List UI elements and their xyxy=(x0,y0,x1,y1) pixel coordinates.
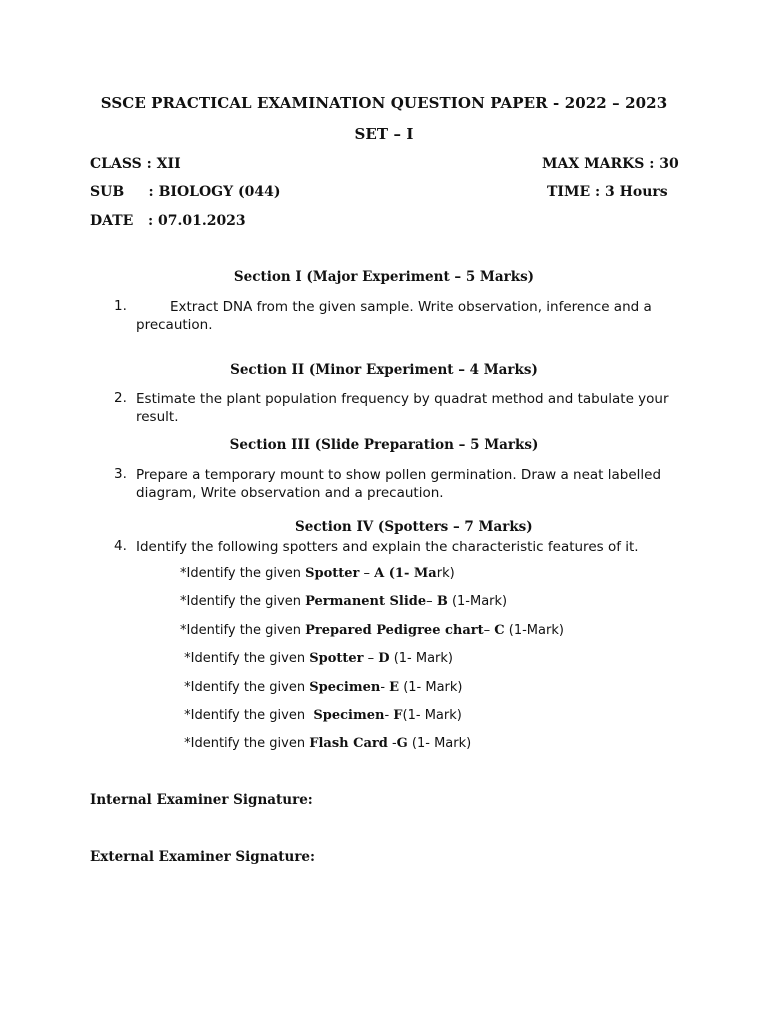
spotter-prefix: *Identify the given xyxy=(180,566,306,581)
spotter-marks-bold: (1- Ma xyxy=(384,566,437,581)
spotter-item xyxy=(180,680,463,695)
section-heading: Section II (Minor Experiment – 4 Marks) xyxy=(230,362,538,378)
internal-examiner-signature-label: Internal Examiner Signature: xyxy=(90,792,313,808)
spotter-marks: (1- Mark) xyxy=(402,708,462,723)
spotter-prefix: *Identify the given xyxy=(180,680,310,695)
spotter-separator: – xyxy=(483,623,495,638)
spotter-name: Specimen xyxy=(313,708,385,723)
spotter-separator: – xyxy=(363,651,379,666)
spotter-item xyxy=(180,708,462,723)
subject-label: SUB : BIOLOGY (044) xyxy=(90,184,281,200)
spotter-prefix: *Identify the given xyxy=(180,736,310,751)
spotter-marks: (1-Mark) xyxy=(504,623,564,638)
spotter-item xyxy=(180,651,453,666)
spotter-separator: - xyxy=(384,708,394,723)
spotter-name: Spotter xyxy=(309,651,364,666)
max-marks-label: MAX MARKS : 30 xyxy=(542,156,679,172)
spotter-separator: - xyxy=(380,680,390,695)
spotter-marks: rk) xyxy=(436,566,455,581)
spotter-name: Prepared Pedigree chart xyxy=(305,623,484,638)
spotter-item xyxy=(180,566,455,581)
date-label: DATE : 07.01.2023 xyxy=(90,213,246,229)
spotter-letter: D xyxy=(378,651,390,666)
spotter-name: Permanent Slide xyxy=(305,594,427,609)
time-label: TIME : 3 Hours xyxy=(547,184,668,200)
question-text: Estimate the plant population frequency by quadrat method and tabulate your result. xyxy=(136,391,669,425)
question-number: 4. xyxy=(114,538,127,554)
spotter-name: Spotter xyxy=(305,566,360,581)
spotter-marks: (1- Mark) xyxy=(407,736,472,751)
external-examiner-signature-label: External Examiner Signature: xyxy=(90,849,315,865)
spotter-letter: F xyxy=(393,708,403,723)
spotter-letter: A xyxy=(374,566,385,581)
set-label: SET – I xyxy=(354,125,414,143)
spotter-marks: (1-Mark) xyxy=(447,594,508,609)
spotter-name: Specimen xyxy=(309,680,381,695)
spotter-prefix: *Identify the given xyxy=(180,708,314,723)
section-heading: Section I (Major Experiment – 5 Marks) xyxy=(233,269,535,285)
spotter-marks: (1- Mark) xyxy=(389,651,453,666)
spotter-item xyxy=(180,736,471,751)
spotter-letter: B xyxy=(436,594,448,609)
spotter-item xyxy=(180,623,564,638)
paper-title: SSCE PRACTICAL EXAMINATION QUESTION PAPER - 2022 – 2023 xyxy=(100,94,668,112)
section-heading: Section III (Slide Preparation – 5 Marks) xyxy=(229,437,539,453)
class-label: CLASS : XII xyxy=(90,156,181,172)
spotter-item xyxy=(180,594,507,609)
spotter-separator: – xyxy=(426,594,437,609)
spotter-prefix: *Identify the given xyxy=(180,623,306,638)
spotter-separator: – xyxy=(359,566,375,581)
question-number: 3. xyxy=(114,466,127,482)
question-number: 2. xyxy=(114,390,127,406)
spotter-letter: G xyxy=(396,736,408,751)
question-text: Identify the following spotters and explain the characteristic features of it. xyxy=(136,539,639,555)
question-text: Prepare a temporary mount to show pollen germination. Draw a neat labelled diagram, Write observation and a precaution. xyxy=(136,467,662,501)
question-text: Extract DNA from the given sample. Write observation, inference and a precaution. xyxy=(136,299,652,333)
spotter-prefix: *Identify the given xyxy=(180,651,310,666)
section-heading: Section IV (Spotters – 7 Marks) xyxy=(295,519,533,535)
spotter-marks: (1- Mark) xyxy=(399,680,463,695)
question-number: 1. xyxy=(114,298,127,314)
spotter-name: Flash Card xyxy=(309,736,388,751)
spotter-letter: E xyxy=(389,680,400,695)
spotter-prefix: *Identify the given xyxy=(180,594,306,609)
spotter-letter: C xyxy=(494,623,505,638)
spotter-separator: - xyxy=(387,736,397,751)
